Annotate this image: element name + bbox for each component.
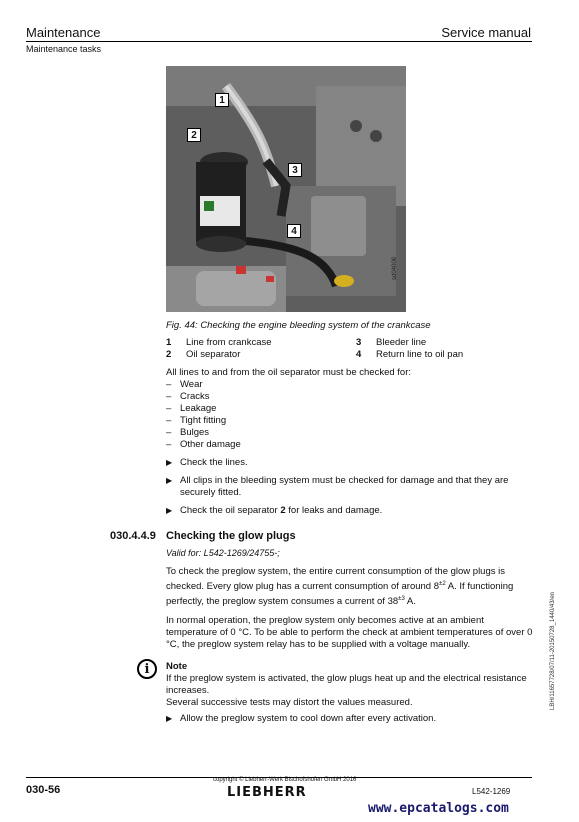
engine-photo-drawing bbox=[166, 66, 406, 312]
list-item: – Leakage bbox=[166, 403, 536, 415]
section-title: Checking the glow plugs bbox=[166, 530, 296, 542]
paragraph-normal-operation: In normal operation, the preglow system only becomes active at an ambient temperature of 0 °C. To be able to perform the check at ambient temperatures of over 0 °C, the preglow system relay has to be supplied with a voltage manually. bbox=[166, 615, 533, 651]
note-line: Several successive tests may distort the values measured. bbox=[166, 697, 413, 708]
step-text: for leaks and damage. bbox=[285, 505, 383, 516]
tolerance: ±3 bbox=[398, 596, 405, 603]
page-number: 030-56 bbox=[26, 784, 61, 796]
legend-number: 2 bbox=[166, 349, 172, 360]
paragraph-text: A. If functioning perfectly, the preglow system consumes a current of 38 bbox=[166, 581, 514, 608]
figure-callout-1: 1 bbox=[215, 93, 229, 107]
figure-callout-2: 2 bbox=[187, 128, 201, 142]
header-divider bbox=[26, 41, 532, 42]
legend-item bbox=[356, 349, 463, 360]
watermark: www.epcatalogs.com bbox=[368, 801, 509, 816]
step-ref-number: 2 bbox=[280, 505, 286, 516]
engine-photo bbox=[166, 66, 406, 312]
legend-item bbox=[356, 337, 426, 348]
legend-text: Bleeder line bbox=[376, 337, 427, 348]
note-block bbox=[166, 661, 536, 725]
legend-text: Return line to oil pan bbox=[376, 349, 464, 360]
figure-callout-4: 4 bbox=[287, 224, 301, 238]
header-manual-title: Service manual bbox=[441, 25, 531, 40]
header-section-title: Maintenance bbox=[26, 25, 101, 40]
figure-caption: Fig. 44: Checking the engine bleeding system of the crankcase bbox=[166, 320, 431, 331]
document-code: L542-1269 bbox=[472, 787, 511, 796]
legend-number: 4 bbox=[356, 349, 362, 360]
legend-item bbox=[166, 349, 240, 360]
step-check-clips: ▶ All clips in the bleeding system must be checked for damage and that they are securely fitted. bbox=[166, 475, 536, 499]
inspection-block bbox=[166, 367, 536, 517]
brand-logo: LIEBHERR bbox=[227, 785, 307, 800]
inspection-intro: All lines to and from the oil separator must be checked for: bbox=[166, 367, 412, 378]
tolerance: ±2 bbox=[439, 581, 446, 587]
copyright: copyright © Liebherr-Werk Bischofshofen GmbH 2016 bbox=[213, 777, 357, 783]
paragraph-text: A. bbox=[404, 596, 416, 608]
step-check-separator bbox=[166, 505, 536, 517]
paragraph-current-consumption bbox=[166, 566, 536, 608]
note-title: Note bbox=[166, 661, 188, 672]
info-icon: i bbox=[137, 659, 157, 679]
legend-number: 3 bbox=[356, 337, 362, 348]
legend-item bbox=[166, 337, 272, 348]
legend-text: Oil separator bbox=[186, 349, 241, 360]
step-check-lines: ▶ Check the lines. bbox=[166, 457, 536, 469]
document-reference: LBH/11657728/07/11-20150728_1440/43/en bbox=[550, 592, 556, 710]
list-item: – Other damage bbox=[166, 439, 536, 451]
photo-id: sd04006 bbox=[392, 256, 398, 280]
list-item: – Wear bbox=[166, 379, 536, 391]
step-cool-down: ▶ Allow the preglow system to cool down after every activation. bbox=[166, 713, 536, 725]
list-item: – Tight fitting bbox=[166, 415, 536, 427]
paragraph-text: To check the preglow system, the entire current consumption of the glow plugs is checked. Every glow plug has a current consumption of around 8 bbox=[166, 566, 506, 593]
list-item: – Cracks bbox=[166, 391, 536, 403]
figure-callout-3: 3 bbox=[288, 163, 302, 177]
note-line: If the preglow system is activated, the glow plugs heat up and the electrical resistance increases. bbox=[166, 673, 527, 696]
valid-for: Valid for: L542-1269/24755-; bbox=[166, 548, 280, 558]
legend-text: Line from crankcase bbox=[186, 337, 272, 348]
glow-plug-text bbox=[166, 566, 536, 651]
step-text: Check the oil separator bbox=[180, 505, 281, 516]
header-subsection: Maintenance tasks bbox=[26, 44, 102, 54]
list-item: – Bulges bbox=[166, 427, 536, 439]
legend-number: 1 bbox=[166, 337, 172, 348]
inspection-list bbox=[166, 379, 536, 451]
section-number: 030.4.4.9 bbox=[110, 530, 156, 542]
